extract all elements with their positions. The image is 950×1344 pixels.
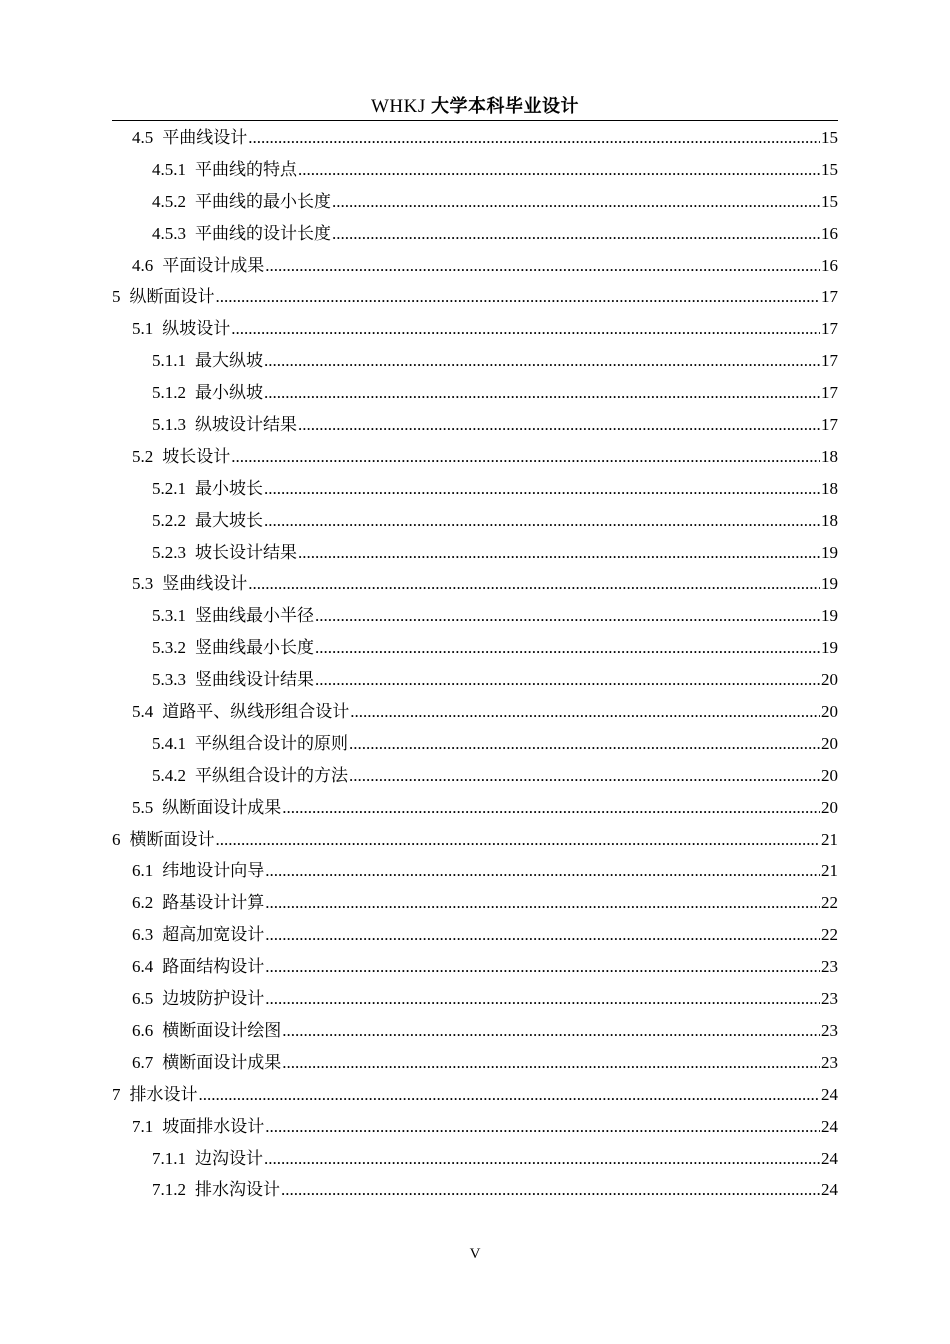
toc-entry-page: 24 [821,1116,838,1136]
toc-entry-title: 竖曲线设计 [162,574,248,594]
toc-entry-title: 平曲线的设计长度 [195,223,331,243]
toc-leader-dots [231,313,820,345]
toc-entry[interactable] [112,1047,838,1079]
toc-leader-dots [315,664,820,696]
toc-entry-number: 5.1 [132,319,154,339]
toc-entry-page: 21 [821,861,838,881]
toc-entry[interactable] [112,313,838,345]
toc-entry[interactable] [112,473,838,505]
toc-entry-page: 17 [821,383,838,403]
toc-entry-title: 纵断面设计成果 [162,797,282,817]
toc-entry-title: 排水设计 [129,1084,198,1104]
toc-entry[interactable] [112,186,838,218]
toc-entry-number: 5.3 [132,574,154,594]
toc-entry-title: 坡面排水设计 [162,1116,265,1136]
toc-leader-dots [350,696,820,728]
toc-entry-page: 16 [821,223,838,243]
toc-leader-dots [281,1174,820,1206]
toc-entry-page: 24 [821,1180,838,1200]
toc-leader-dots [332,218,820,250]
toc-entry-number: 6.1 [132,861,154,881]
toc-entry-page: 23 [821,989,838,1009]
toc-entry[interactable] [112,377,838,409]
toc-entry[interactable] [112,600,838,632]
toc-entry-page: 23 [821,1020,838,1040]
toc-entry[interactable] [112,632,838,664]
toc-entry-number: 5.2.2 [152,510,186,530]
toc-entry-number: 5.4.1 [152,733,186,753]
toc-entry-title: 最小坡长 [195,478,263,498]
toc-leader-dots [298,154,820,186]
toc-leader-dots [298,409,820,441]
toc-entry-number: 5.1.3 [152,415,186,435]
toc-leader-dots [231,441,820,473]
toc-entry-title: 平曲线设计 [162,128,248,147]
toc-entry-title: 纬地设计向导 [162,861,265,881]
toc-entry[interactable] [112,696,838,728]
toc-entry-page: 19 [821,638,838,658]
toc-entry-page: 17 [821,287,838,307]
toc-entry-title: 坡长设计结果 [195,542,297,562]
toc-leader-dots [265,983,820,1015]
toc-entry-number: 7.1.2 [152,1180,186,1200]
toc-entry[interactable] [112,218,838,250]
toc-leader-dots [264,1143,820,1175]
toc-entry[interactable] [112,250,838,282]
toc-leader-dots [315,600,820,632]
toc-entry-page: 20 [821,797,838,817]
toc-entry-title: 路基设计计算 [162,893,265,913]
toc-entry[interactable] [112,824,838,856]
toc-entry-title: 平纵组合设计的方法 [195,765,348,785]
toc-entry[interactable] [112,568,838,600]
toc-entry[interactable] [112,409,838,441]
toc-entry-page: 23 [821,957,838,977]
toc-entry-number: 7.1.1 [152,1148,186,1168]
toc-entry-number: 6.2 [132,893,154,913]
toc-entry-number: 5.3.2 [152,638,186,658]
toc-entry-title: 横断面设计 [129,829,215,849]
table-of-contents [112,122,838,1206]
toc-entry-title: 路面结构设计 [162,957,265,977]
toc-leader-dots [265,951,820,983]
toc-entry-title: 横断面设计成果 [162,1052,282,1072]
toc-entry[interactable] [112,983,838,1015]
toc-leader-dots [265,1111,820,1143]
toc-entry-number: 4.5.2 [152,191,186,211]
toc-entry-number: 4.6 [132,255,154,275]
toc-entry-title: 最大坡长 [195,510,263,530]
toc-entry-title: 纵坡设计 [162,319,231,339]
toc-entry[interactable] [112,887,838,919]
toc-entry-page: 23 [821,1052,838,1072]
toc-leader-dots [315,632,820,664]
toc-entry-title: 纵坡设计结果 [195,415,297,435]
page-header [112,94,838,121]
toc-entry-page: 22 [821,893,838,913]
toc-leader-dots [265,855,820,887]
toc-entry[interactable] [112,792,838,824]
toc-entry-number: 6.4 [132,957,154,977]
toc-entry[interactable] [112,919,838,951]
toc-entry-title: 竖曲线最小长度 [195,638,314,658]
toc-entry-title: 竖曲线最小半径 [195,606,314,626]
toc-entry-page: 24 [821,1148,838,1168]
toc-entry-number: 4.5 [132,128,154,147]
toc-entry-page: 19 [821,606,838,626]
toc-entry[interactable] [112,1143,838,1175]
toc-entry-number: 5.2.1 [152,478,186,498]
toc-entry[interactable] [112,855,838,887]
toc-leader-dots [265,919,820,951]
toc-leader-dots [216,281,821,313]
toc-entry-page: 22 [821,925,838,945]
toc-leader-dots [248,568,820,600]
toc-entry[interactable] [112,122,838,154]
toc-entry-page: 15 [821,128,838,147]
toc-leader-dots [282,1015,820,1047]
toc-leader-dots [264,473,820,505]
toc-entry-page: 20 [821,765,838,785]
toc-entry[interactable] [112,1015,838,1047]
toc-entry[interactable] [112,345,838,377]
toc-entry-title: 道路平、纵线形组合设计 [162,702,350,722]
toc-entry-title: 平面设计成果 [162,255,265,275]
toc-leader-dots [298,537,820,569]
toc-entry-number: 5.1.2 [152,383,186,403]
header-text [371,96,579,117]
toc-entry-page: 17 [821,351,838,371]
toc-entry[interactable] [112,505,838,537]
toc-entry-title: 超高加宽设计 [162,925,265,945]
toc-leader-dots [349,760,820,792]
toc-entry-number: 5 [112,287,121,307]
toc-entry[interactable] [112,1174,838,1206]
toc-entry-page: 20 [821,670,838,690]
page-number: V [469,1246,481,1262]
toc-leader-dots [248,122,820,154]
toc-leader-dots [282,792,820,824]
toc-entry-page: 18 [821,510,838,530]
toc-entry-page: 16 [821,255,838,275]
toc-entry-number: 6.6 [132,1020,154,1040]
toc-entry[interactable] [112,281,838,313]
toc-entry-title: 最大纵坡 [195,351,263,371]
toc-entry-page: 18 [821,446,838,466]
toc-entry[interactable] [112,760,838,792]
toc-entry-number: 5.3.3 [152,670,186,690]
toc-entry-title: 平曲线的特点 [195,159,297,179]
toc-entry-number: 6 [112,829,121,849]
toc-entry[interactable] [112,1111,838,1143]
toc-entry-title: 边坡防护设计 [162,989,265,1009]
toc-entry-title: 平纵组合设计的原则 [195,733,348,753]
toc-entry[interactable] [112,951,838,983]
toc-entry-page: 15 [821,191,838,211]
toc-leader-dots [332,186,820,218]
toc-entry-number: 7.1 [132,1116,154,1136]
toc-entry-number: 5.4.2 [152,765,186,785]
toc-leader-dots [265,887,820,919]
toc-entry-number: 5.2 [132,446,154,466]
toc-entry-page: 24 [821,1084,838,1104]
toc-entry-number: 5.1.1 [152,351,186,371]
toc-entry-number: 6.7 [132,1052,154,1072]
toc-entry[interactable] [112,537,838,569]
toc-leader-dots [349,728,820,760]
toc-entry-number: 6.3 [132,925,154,945]
toc-entry-number: 5.5 [132,797,154,817]
toc-entry-title: 最小纵坡 [195,383,263,403]
header-code: WHKJ [370,96,426,117]
toc-entry[interactable] [112,441,838,473]
toc-leader-dots [264,505,820,537]
toc-entry-page: 19 [821,574,838,594]
toc-entry-page: 18 [821,478,838,498]
toc-leader-dots [216,824,821,856]
toc-entry-title: 平曲线的最小长度 [195,191,331,211]
toc-entry-title: 坡长设计 [162,446,231,466]
header-title: 大学本科毕业设计 [431,96,580,117]
toc-entry-page: 15 [821,159,838,179]
toc-entry-number: 5.4 [132,702,154,722]
toc-entry-number: 4.5.3 [152,223,186,243]
toc-entry-page: 20 [821,702,838,722]
toc-entry[interactable] [112,728,838,760]
toc-entry-page: 20 [821,733,838,753]
toc-entry[interactable] [112,664,838,696]
toc-entry-page: 17 [821,319,838,339]
toc-entry[interactable] [112,154,838,186]
toc-leader-dots [264,377,820,409]
toc-leader-dots [199,1079,821,1111]
toc-entry[interactable] [112,1079,838,1111]
toc-entry-number: 4.5.1 [152,159,186,179]
toc-leader-dots [265,250,820,282]
toc-entry-number: 6.5 [132,989,154,1009]
toc-entry-number: 7 [112,1084,121,1104]
toc-leader-dots [264,345,820,377]
toc-entry-title: 边沟设计 [195,1148,263,1168]
toc-entry-page: 17 [821,415,838,435]
toc-entry-number: 5.2.3 [152,542,186,562]
toc-entry-title: 排水沟设计 [195,1180,280,1200]
toc-entry-page: 21 [821,829,838,849]
toc-entry-title: 横断面设计绘图 [162,1020,282,1040]
toc-leader-dots [282,1047,820,1079]
toc-entry-number: 5.3.1 [152,606,186,626]
toc-entry-title: 竖曲线设计结果 [195,670,314,690]
toc-entry-page: 19 [821,542,838,562]
toc-entry-title: 纵断面设计 [129,287,215,307]
